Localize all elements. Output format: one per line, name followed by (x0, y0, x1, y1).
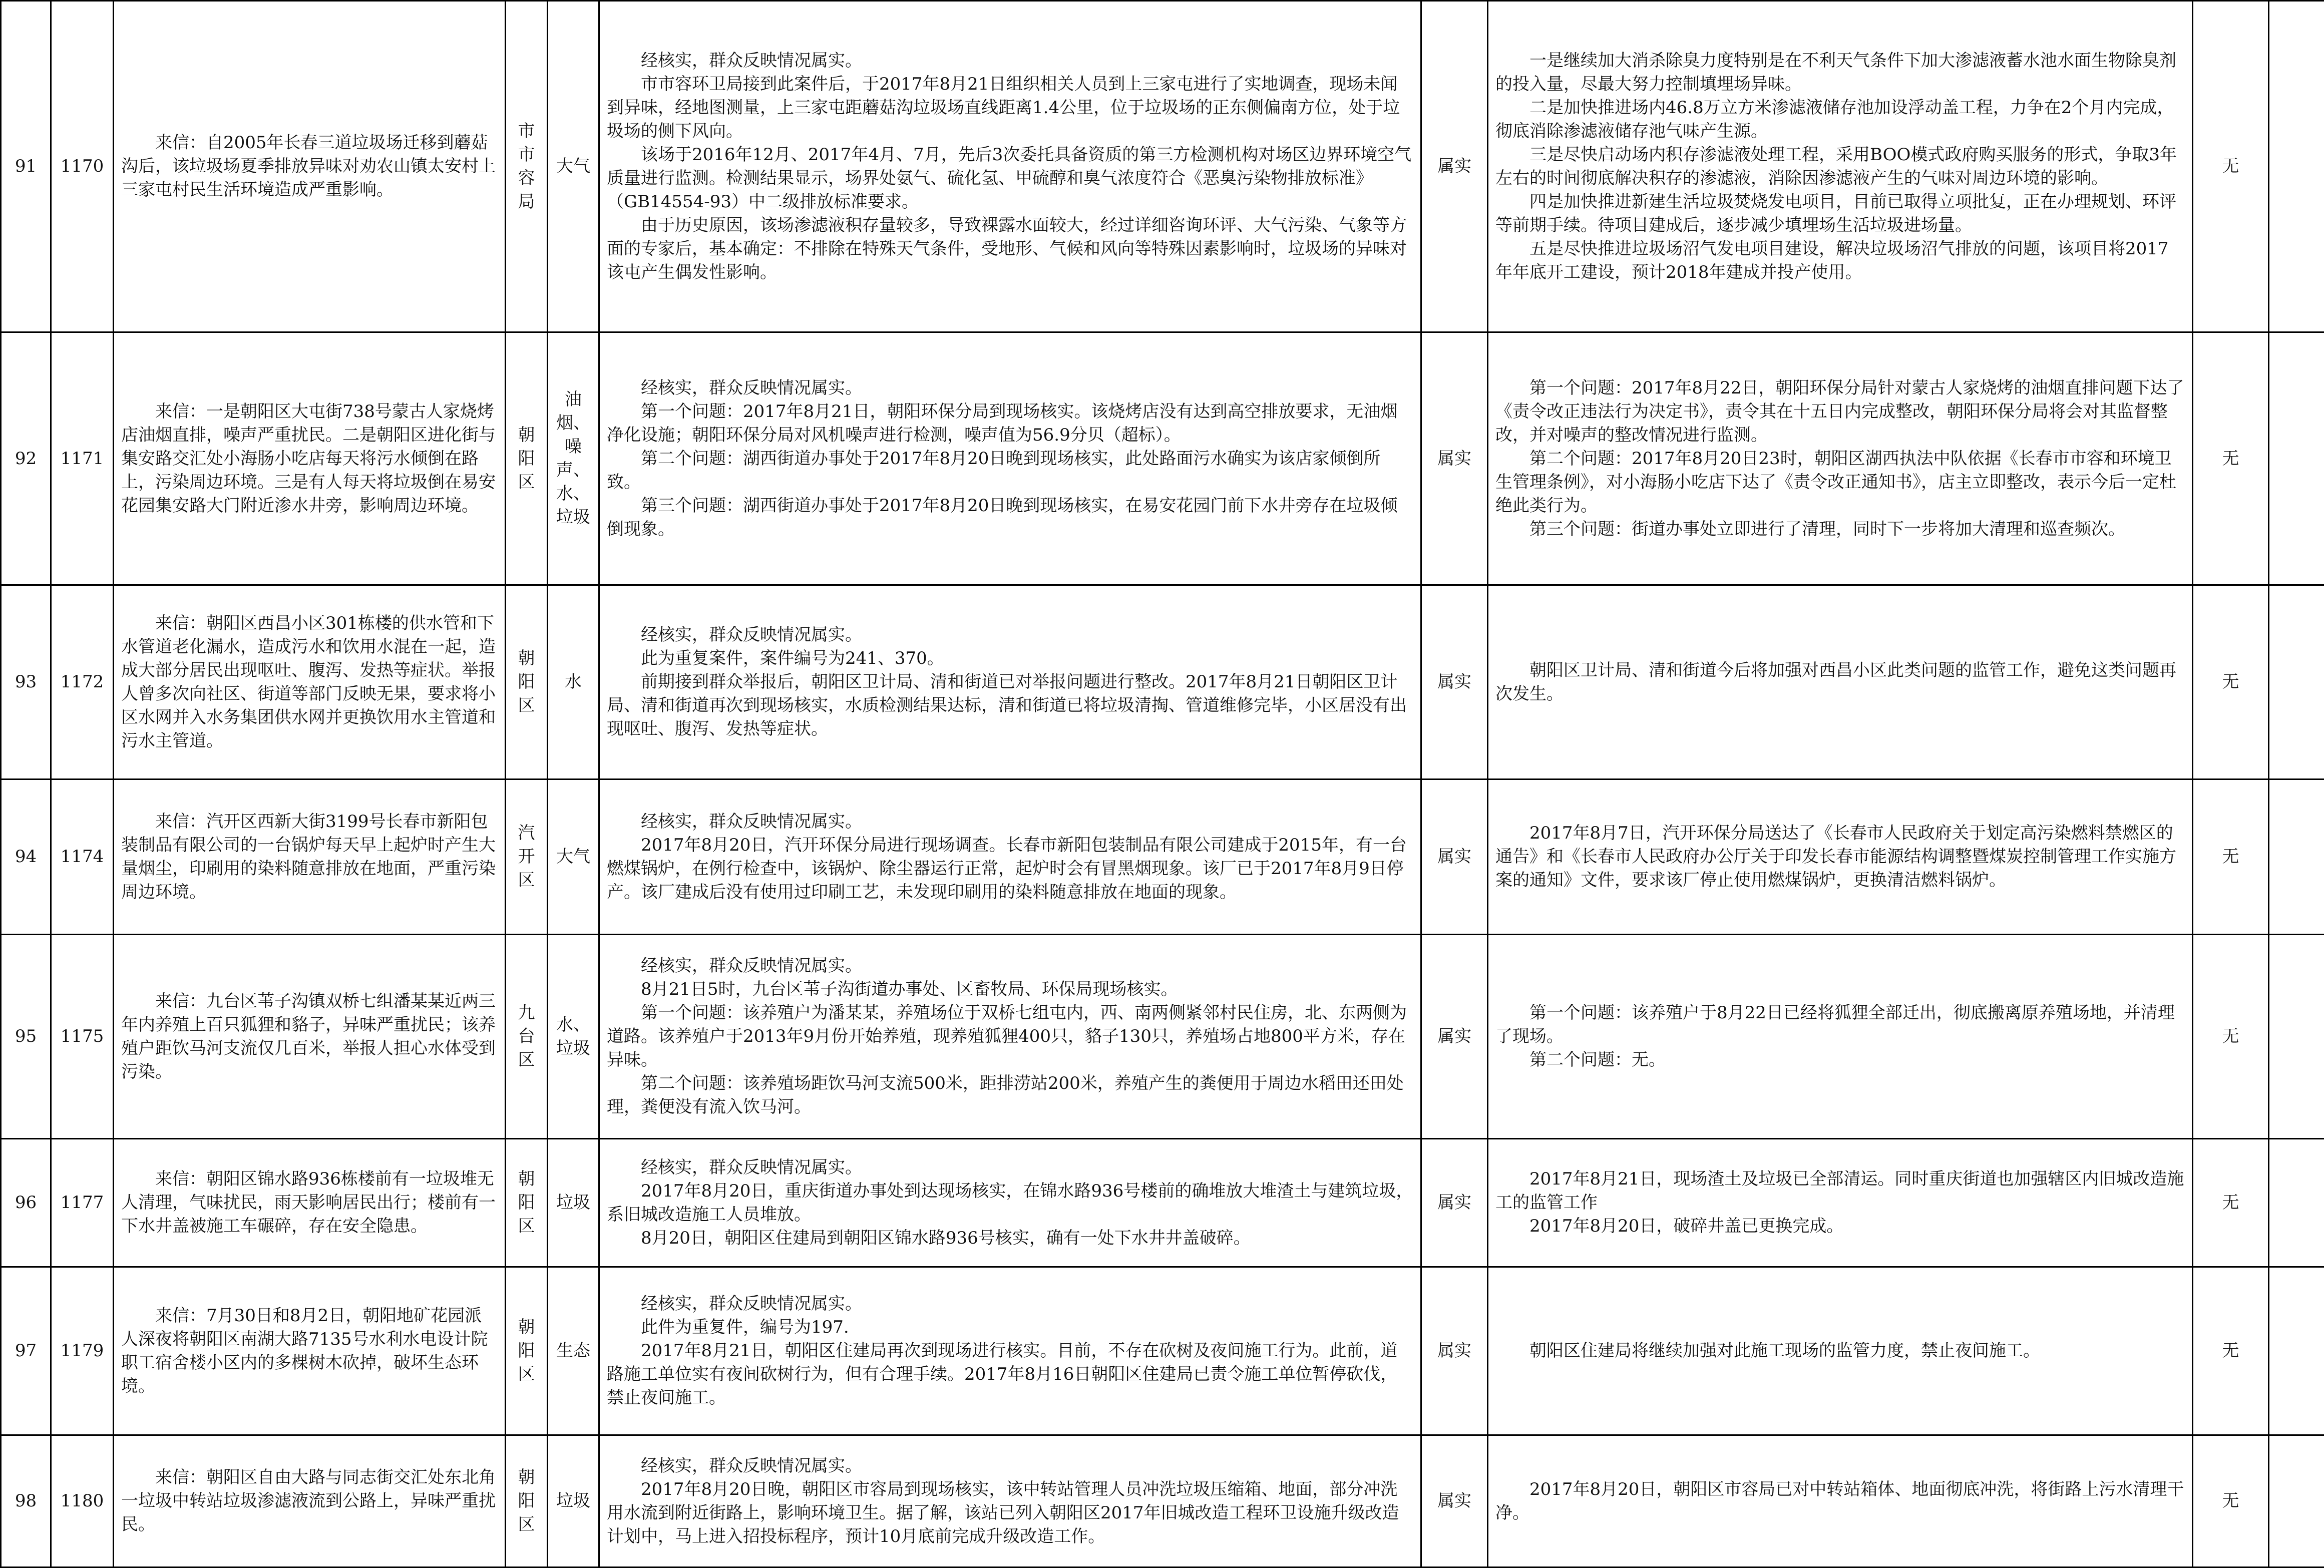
investigation-cell-paragraph: 2017年8月20日晚，朝阳区市容局到现场核实，该中转站管理人员冲洗垃圾压缩箱、地面，部分冲洗用水流到附近街路上，影响环境卫生。据了解，该站已列入朝阳区2017年旧城改造工程环卫设施升级改造计划中，马上进入招投标程序，预计10月底前完成升级改造工作。 (607, 1478, 1413, 1548)
complaint-cell (114, 585, 506, 779)
investigation-cell (599, 332, 1421, 585)
case-number-cell: 1177 (51, 1139, 114, 1267)
measures-cell (1488, 332, 2193, 585)
measures-cell (1488, 585, 2193, 779)
empty-cell (2269, 779, 2324, 935)
category-cell: 油烟、噪声、水、垃圾 (548, 332, 599, 585)
complaint-cell-paragraph: 来信：汽开区西新大街3199号长春市新阳包装制品有限公司的一台锅炉每天早上起炉时产生大量烟尘，印刷用的染料随意排放在地面，严重污染周边环境。 (121, 810, 498, 904)
measures-cell (1488, 779, 2193, 935)
verdict-cell: 属实 (1421, 332, 1488, 585)
complaint-cell (114, 1435, 506, 1567)
empty-cell (2269, 332, 2324, 585)
investigation-cell (599, 779, 1421, 935)
district-cell: 汽开区 (506, 779, 548, 935)
case-number-cell: 1179 (51, 1267, 114, 1435)
complaint-cell (114, 1139, 506, 1267)
measures-cell-paragraph: 2017年8月7日，汽开环保分局送达了《长春市人民政府关于划定高污染燃料禁燃区的通告》和《长春市人民政府办公厅关于印发长春市能源结构调整暨煤炭控制管理工作实施方案的通知》文件，要求该厂停止使用燃煤锅炉，更换清洁燃料锅炉。 (1495, 822, 2185, 892)
category-cell: 水、垃圾 (548, 935, 599, 1139)
measures-cell (1488, 1, 2193, 332)
investigation-cell-paragraph: 第二个问题：湖西街道办事处于2017年8月20日晚到现场核实，此处路面污水确实为该店家倾倒所致。 (607, 447, 1413, 494)
verdict-cell: 属实 (1421, 1435, 1488, 1567)
accountability-cell: 无 (2193, 1139, 2269, 1267)
seq-cell: 98 (1, 1435, 51, 1567)
district-cell: 朝阳区 (506, 1267, 548, 1435)
category-cell: 生态 (548, 1267, 599, 1435)
investigation-cell (599, 1139, 1421, 1267)
investigation-cell-paragraph: 第三个问题：湖西街道办事处于2017年8月20日晚到现场核实，在易安花园门前下水井旁存在垃圾倾倒现象。 (607, 494, 1413, 541)
complaint-cell (114, 779, 506, 935)
complaint-cell (114, 1267, 506, 1435)
empty-cell (2269, 585, 2324, 779)
measures-cell-paragraph: 2017年8月20日，破碎井盖已更换完成。 (1495, 1215, 2185, 1238)
verdict-cell: 属实 (1421, 935, 1488, 1139)
complaint-cell (114, 332, 506, 585)
table-row (1, 935, 2324, 1139)
investigation-cell (599, 1435, 1421, 1567)
investigation-cell-paragraph: 第二个问题：该养殖场距饮马河支流500米，距排涝站200米，养殖产生的粪便用于周边水稻田还田处理，粪便没有流入饮马河。 (607, 1072, 1413, 1119)
investigation-cell-paragraph: 经核实，群众反映情况属实。 (607, 376, 1413, 400)
table-row (1, 1267, 2324, 1435)
investigation-cell-paragraph: 2017年8月21日，朝阳区住建局再次到现场进行核实。目前，不存在砍树及夜间施工行为。此前，道路施工单位实有夜间砍树行为，但有合理手续。2017年8月16日朝阳区住建局已责令施工单位暂停砍伐，禁止夜间施工。 (607, 1339, 1413, 1410)
investigation-cell-paragraph: 经核实，群众反映情况属实。 (607, 1156, 1413, 1180)
investigation-cell-paragraph: 8月20日，朝阳区住建局到朝阳区锦水路936号核实，确有一处下水井井盖破碎。 (607, 1227, 1413, 1250)
district-cell: 九台区 (506, 935, 548, 1139)
category-cell: 垃圾 (548, 1435, 599, 1567)
investigation-cell-paragraph: 由于历史原因，该场渗滤液积存量较多，导致裸露水面较大，经过详细咨询环评、大气污染、气象等方面的专家后，基本确定：不排除在特殊天气条件，受地形、气候和风向等特殊因素影响时，垃圾场的异味对该屯产生偶发性影响。 (607, 214, 1413, 284)
seq-cell: 97 (1, 1267, 51, 1435)
empty-cell (2269, 1435, 2324, 1567)
table-row (1, 1139, 2324, 1267)
measures-cell-paragraph: 四是加快推进新建生活垃圾焚烧发电项目，目前已取得立项批复，正在办理规划、环评等前期手续。待项目建成后，逐步减少填埋场生活垃圾进场量。 (1495, 190, 2185, 237)
measures-cell-paragraph: 第三个问题：街道办事处立即进行了清理，同时下一步将加大清理和巡查频次。 (1495, 518, 2185, 541)
district-cell: 市市容局 (506, 1, 548, 332)
investigation-cell-paragraph: 经核实，群众反映情况属实。 (607, 810, 1413, 834)
table-row (1, 585, 2324, 779)
measures-cell (1488, 935, 2193, 1139)
investigation-cell (599, 1267, 1421, 1435)
investigation-cell-paragraph: 此件为重复件，编号为197. (607, 1316, 1413, 1339)
measures-cell-paragraph: 2017年8月21日，现场渣土及垃圾已全部清运。同时重庆街道也加强辖区内旧城改造施工的监管工作 (1495, 1167, 2185, 1215)
measures-cell (1488, 1267, 2193, 1435)
accountability-cell: 无 (2193, 1, 2269, 332)
investigation-cell-paragraph: 第一个问题：2017年8月21日，朝阳环保分局到现场核实。该烧烤店没有达到高空排放要求，无油烟净化设施；朝阳环保分局对风机噪声进行检测，噪声值为56.9分贝（超标）。 (607, 400, 1413, 447)
district-cell: 朝阳区 (506, 332, 548, 585)
seq-cell: 91 (1, 1, 51, 332)
case-number-cell: 1170 (51, 1, 114, 332)
complaint-cell-paragraph: 来信：朝阳区自由大路与同志街交汇处东北角一垃圾中转站垃圾渗滤液流到公路上，异味严重扰民。 (121, 1466, 498, 1536)
measures-cell-paragraph: 第一个问题：该养殖户于8月22日已经将狐狸全部迁出，彻底搬离原养殖场地，并清理了现场。 (1495, 1001, 2185, 1048)
measures-cell-paragraph: 第二个问题：无。 (1495, 1048, 2185, 1072)
investigation-cell-paragraph: 经核实，群众反映情况属实。 (607, 49, 1413, 73)
complaint-cell-paragraph: 来信：朝阳区锦水路936栋楼前有一垃圾堆无人清理，气味扰民，雨天影响居民出行；楼前有一下水井盖被施工车碾碎，存在安全隐患。 (121, 1167, 498, 1238)
complaint-cell-paragraph: 来信：一是朝阳区大屯街738号蒙古人家烧烤店油烟直排，噪声严重扰民。二是朝阳区进化街与集安路交汇处小海肠小吃店每天将污水倾倒在路上，污染周边环境。三是有人每天将垃圾倒在易安花园集安路大门附近渗水井旁，影响周边环境。 (121, 400, 498, 518)
investigation-cell-paragraph: 8月21日5时，九台区苇子沟街道办事处、区畜牧局、环保局现场核实。 (607, 978, 1413, 1001)
measures-cell-paragraph: 朝阳区住建局将继续加强对此施工现场的监管力度，禁止夜间施工。 (1495, 1339, 2185, 1363)
empty-cell (2269, 1267, 2324, 1435)
accountability-cell: 无 (2193, 1267, 2269, 1435)
measures-cell-paragraph: 一是继续加大消杀除臭力度特别是在不利天气条件下加大渗滤液蓄水池水面生物除臭剂的投入量，尽最大努力控制填埋场异味。 (1495, 49, 2185, 96)
seq-cell: 93 (1, 585, 51, 779)
investigation-cell-paragraph: 2017年8月20日，汽开环保分局进行现场调查。长春市新阳包装制品有限公司建成于2015年，有一台燃煤锅炉，在例行检查中，该锅炉、除尘器运行正常，起炉时会有冒黑烟现象。该厂已于2017年8月9日停产。该厂建成后没有使用过印刷工艺，未发现印刷用的染料随意排放在地面的现象。 (607, 834, 1413, 904)
case-number-cell: 1172 (51, 585, 114, 779)
accountability-cell: 无 (2193, 935, 2269, 1139)
verdict-cell: 属实 (1421, 1139, 1488, 1267)
case-number-cell: 1174 (51, 779, 114, 935)
investigation-cell (599, 935, 1421, 1139)
case-number-cell: 1175 (51, 935, 114, 1139)
accountability-cell: 无 (2193, 779, 2269, 935)
verdict-cell: 属实 (1421, 1, 1488, 332)
investigation-cell-paragraph: 第一个问题：该养殖户为潘某某，养殖场位于双桥七组屯内，西、南两侧紧邻村民住房，北、东两侧为道路。该养殖户于2013年9月份开始养殖，现养殖狐狸400只，貉子130只，养殖场占地800平方米，存在异味。 (607, 1001, 1413, 1072)
verdict-cell: 属实 (1421, 1267, 1488, 1435)
table-row (1, 1, 2324, 332)
investigation-cell-paragraph: 前期接到群众举报后，朝阳区卫计局、清和街道已对举报问题进行整改。2017年8月21日朝阳区卫计局、清和街道再次到现场核实，水质检测结果达标，清和街道已将垃圾清掏、管道维修完毕，小区居没有出现呕吐、腹泻、发热等症状。 (607, 670, 1413, 741)
seq-cell: 94 (1, 779, 51, 935)
investigation-cell-paragraph: 经核实，群众反映情况属实。 (607, 623, 1413, 647)
measures-cell-paragraph: 2017年8月20日，朝阳区市容局已对中转站箱体、地面彻底冲洗，将街路上污水清理干净。 (1495, 1478, 2185, 1525)
verdict-cell: 属实 (1421, 585, 1488, 779)
district-cell: 朝阳区 (506, 1139, 548, 1267)
table-row (1, 1435, 2324, 1567)
investigation-cell-paragraph: 经核实，群众反映情况属实。 (607, 954, 1413, 978)
complaint-cell-paragraph: 来信：自2005年长春三道垃圾场迁移到蘑菇沟后，该垃圾场夏季排放异味对劝农山镇太安村上三家屯村民生活环境造成严重影响。 (121, 131, 498, 202)
case-number-cell: 1171 (51, 332, 114, 585)
table-row (1, 332, 2324, 585)
district-cell: 朝阳区 (506, 1435, 548, 1567)
empty-cell (2269, 1, 2324, 332)
district-cell: 朝阳区 (506, 585, 548, 779)
measures-cell-paragraph: 三是尽快启动场内积存渗滤液处理工程，采用BOO模式政府购买服务的形式，争取3年左右的时间彻底解决积存的渗滤液，消除因渗滤液产生的气味对周边环境的影响。 (1495, 143, 2185, 190)
measures-cell-paragraph: 五是尽快推进垃圾场沼气发电项目建设，解决垃圾场沼气排放的问题，该项目将2017年年底开工建设，预计2018年建成并投产使用。 (1495, 237, 2185, 284)
measures-cell-paragraph: 第一个问题：2017年8月22日，朝阳环保分局针对蒙古人家烧烤的油烟直排问题下达了《责令改正违法行为决定书》，责令其在十五日内完成整改，朝阳环保分局将会对其监督整改，并对噪声的整改情况进行监测。 (1495, 376, 2185, 447)
case-number-cell: 1180 (51, 1435, 114, 1567)
investigation-cell-paragraph: 2017年8月20日，重庆街道办事处到达现场核实，在锦水路936号楼前的确堆放大堆渣土与建筑垃圾，系旧城改造施工人员堆放。 (607, 1180, 1413, 1227)
table-row (1, 779, 2324, 935)
seq-cell: 95 (1, 935, 51, 1139)
investigation-cell-paragraph: 此为重复案件，案件编号为241、370。 (607, 647, 1413, 670)
investigation-cell-paragraph: 经核实，群众反映情况属实。 (607, 1454, 1413, 1478)
measures-cell-paragraph: 二是加快推进场内46.8万立方米渗滤液储存池加设浮动盖工程，力争在2个月内完成，彻底消除渗滤液储存池气味产生源。 (1495, 96, 2185, 143)
seq-cell: 92 (1, 332, 51, 585)
accountability-cell: 无 (2193, 1435, 2269, 1567)
accountability-cell: 无 (2193, 585, 2269, 779)
measures-cell-paragraph: 朝阳区卫计局、清和街道今后将加强对西昌小区此类问题的监管工作，避免这类问题再次发生。 (1495, 659, 2185, 706)
seq-cell: 96 (1, 1139, 51, 1267)
measures-cell (1488, 1139, 2193, 1267)
complaint-cell-paragraph: 来信：7月30日和8月2日，朝阳地矿花园派人深夜将朝阳区南湖大路7135号水利水电设计院职工宿舍楼小区内的多棵树木砍掉，破坏生态环境。 (121, 1304, 498, 1398)
investigation-cell-paragraph: 该场于2016年12月、2017年4月、7月，先后3次委托具备资质的第三方检测机构对场区边界环境空气质量进行监测。检测结果显示，场界处氨气、硫化氢、甲硫醇和臭气浓度符合《恶臭污染物排放标准》（GB14554-93）中二级排放标准要求。 (607, 143, 1413, 214)
complaint-cell-paragraph: 来信：九台区苇子沟镇双桥七组潘某某近两三年内养殖上百只狐狸和貉子，异味严重扰民；该养殖户距饮马河支流仅几百米，举报人担心水体受到污染。 (121, 990, 498, 1084)
complaint-cell (114, 935, 506, 1139)
measures-cell-paragraph: 第二个问题：2017年8月20日23时，朝阳区湖西执法中队依据《长春市市容和环境卫生管理条例》，对小海肠小吃店下达了《责令改正通知书》，店主立即整改，表示今后一定杜绝此类行为。 (1495, 447, 2185, 518)
category-cell: 大气 (548, 1, 599, 332)
measures-cell (1488, 1435, 2193, 1567)
complaint-cell-paragraph: 来信：朝阳区西昌小区301栋楼的供水管和下水管道老化漏水，造成污水和饮用水混在一起，造成大部分居民出现呕吐、腹泻、发热等症状。举报人曾多次向社区、街道等部门反映无果，要求将小区水网并入水务集团供水网并更换饮用水主管道和污水主管道。 (121, 612, 498, 753)
category-cell: 水 (548, 585, 599, 779)
investigation-cell-paragraph: 经核实，群众反映情况属实。 (607, 1292, 1413, 1316)
verdict-cell: 属实 (1421, 779, 1488, 935)
empty-cell (2269, 935, 2324, 1139)
accountability-cell: 无 (2193, 332, 2269, 585)
investigation-cell-paragraph: 市市容环卫局接到此案件后，于2017年8月21日组织相关人员到上三家屯进行了实地调查，现场未闻到异味，经地图测量，上三家屯距蘑菇沟垃圾场直线距离1.4公里，位于垃圾场的正东侧偏南方位，处于垃圾场的侧下风向。 (607, 73, 1413, 143)
complaint-cell (114, 1, 506, 332)
investigation-cell (599, 1, 1421, 332)
category-cell: 大气 (548, 779, 599, 935)
empty-cell (2269, 1139, 2324, 1267)
category-cell: 垃圾 (548, 1139, 599, 1267)
investigation-cell (599, 585, 1421, 779)
